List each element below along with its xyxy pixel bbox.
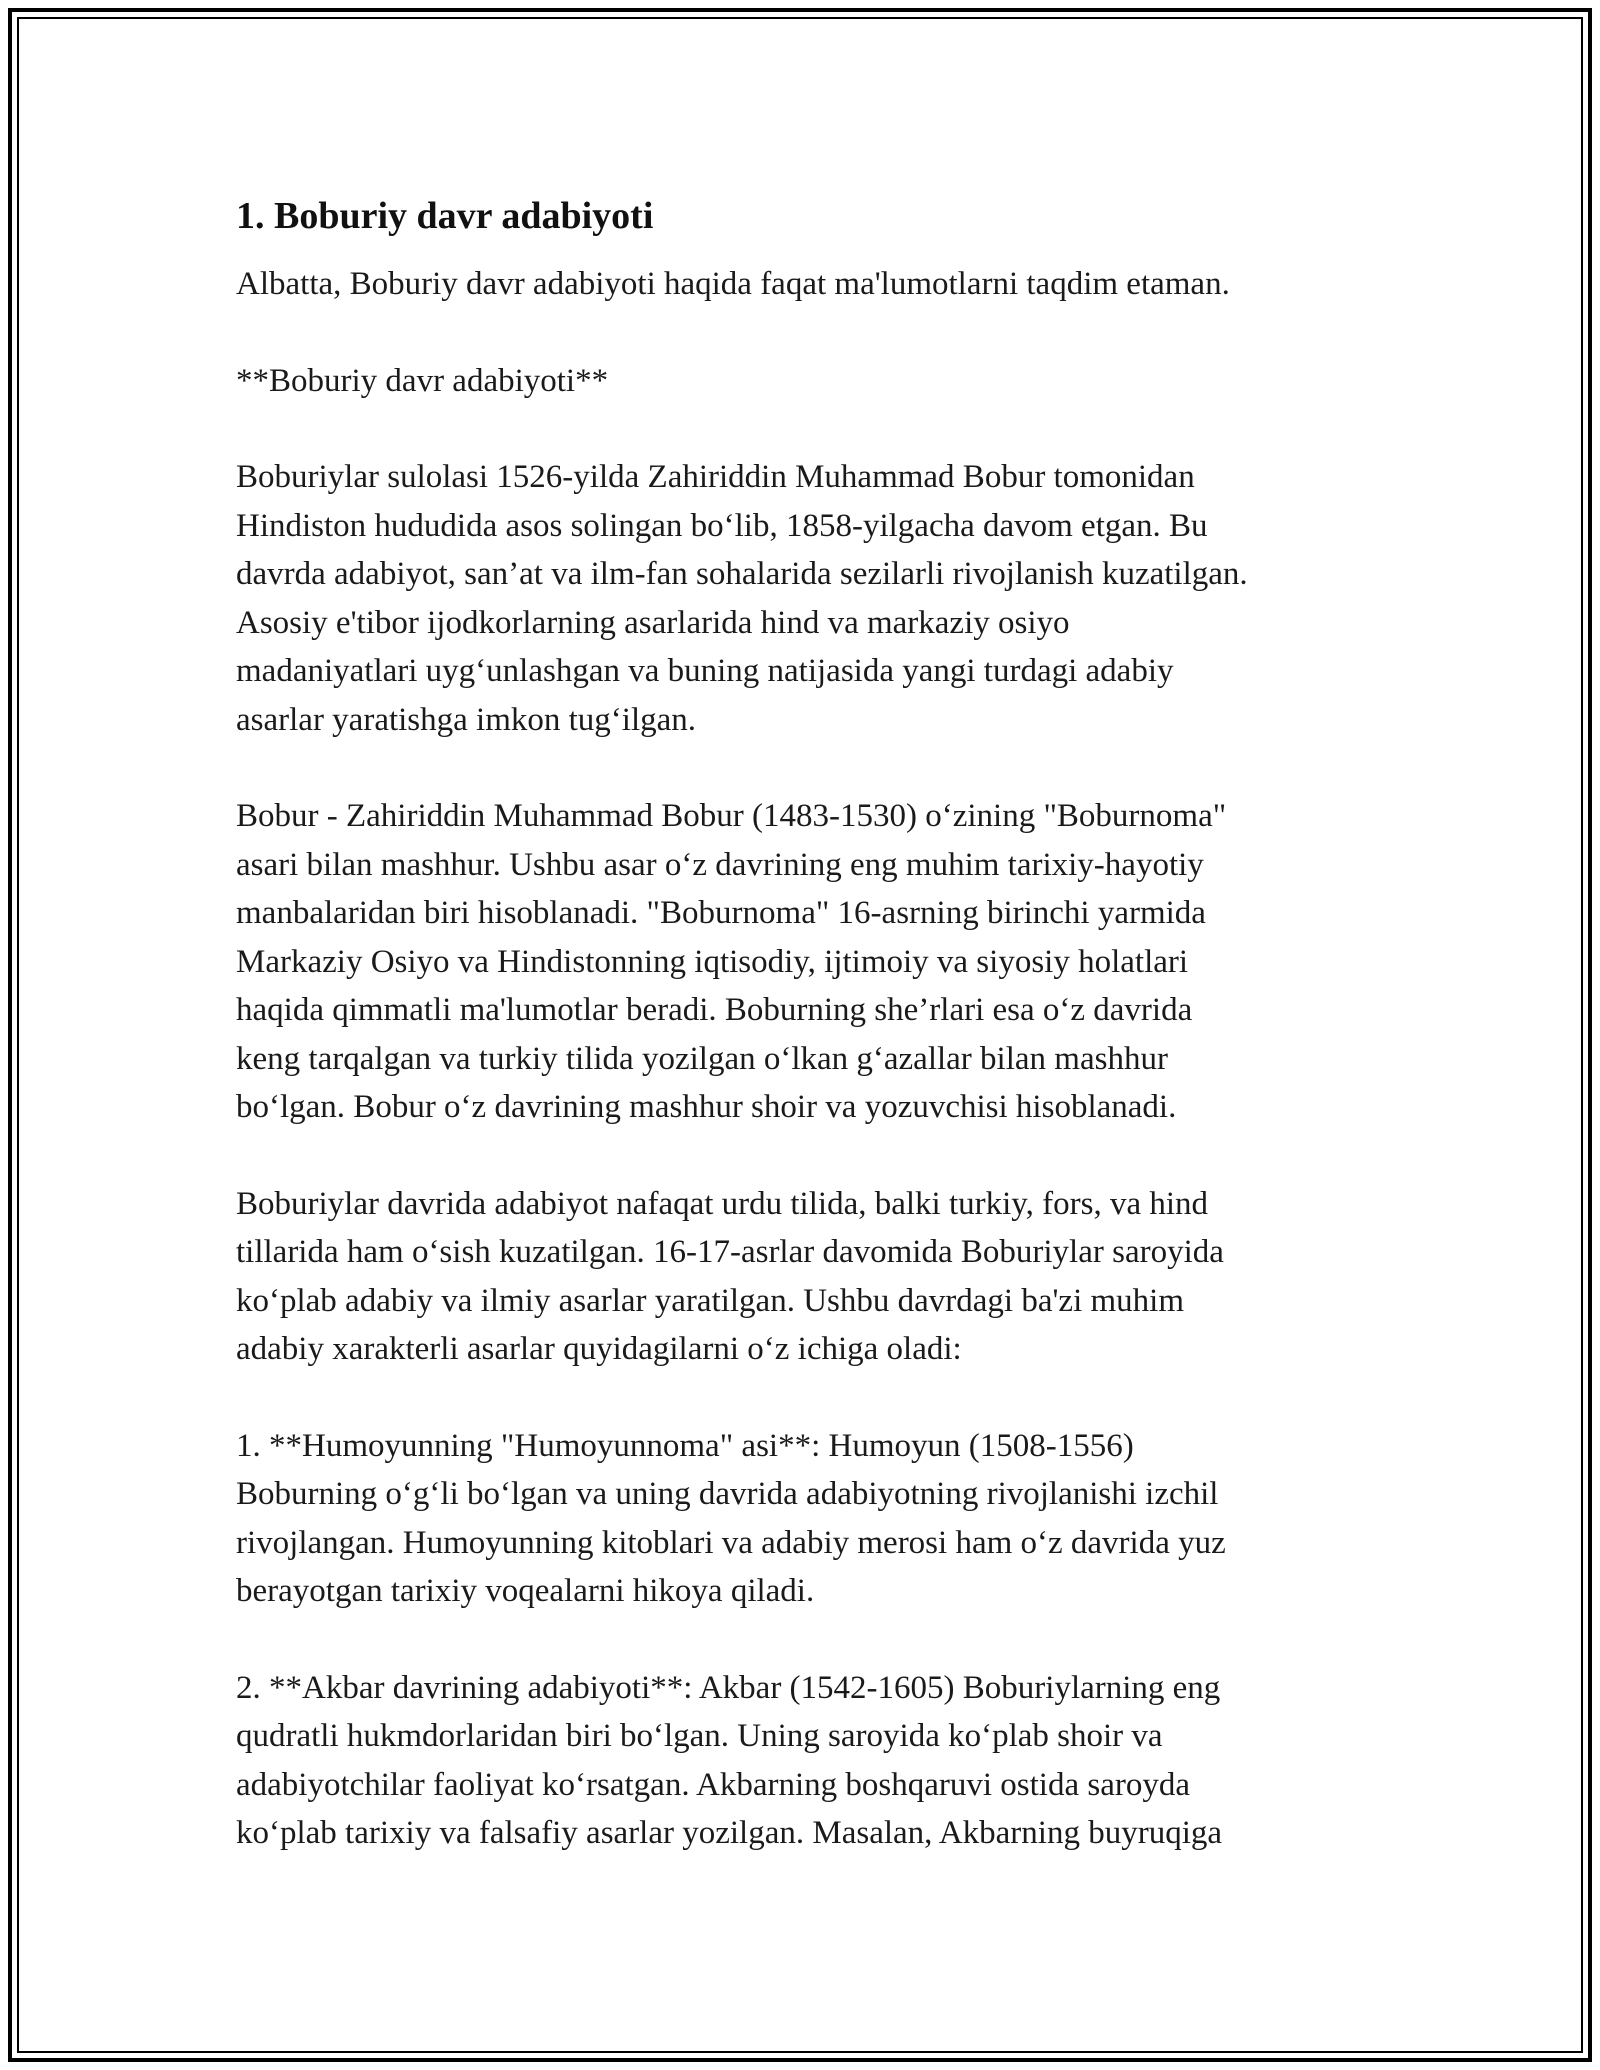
text-line: Bobur - Zahiriddin Muhammad Bobur (1483-1530) o‘zining "Boburnoma" (236, 798, 1227, 834)
text-line: rivojlangan. Humoyunning kitoblari va adabiy merosi ham o‘z davrida yuz (236, 1524, 1226, 1561)
text-line: **Boburiy davr adabiyoti** (236, 362, 609, 399)
text-line: adabiy xarakterli asarlar quyidagilarni o‘z ichiga oladi: (236, 1331, 962, 1367)
text-line: asari bilan mashhur. Ushbu asar o‘z davrining eng muhim tarixiy-hayotiy (236, 846, 1204, 883)
text-line: davrda adabiyot, san’at va ilm-fan sohalarida sezilarli rivojlanish kuzatilgan. (236, 556, 1248, 592)
text-line: asarlar yaratishga imkon tug‘ilgan. (236, 701, 697, 738)
text-line: 1. **Humoyunning "Humoyunnoma" asi**: Humoyun (1508-1556) (236, 1427, 1134, 1464)
text-line: Hindiston hududida asos solingan bo‘lib, 1858-yilgacha davom etgan. Bu (236, 507, 1208, 544)
text-line: ko‘plab adabiy va ilmiy asarlar yaratilgan. Ushbu davrdagi ba'zi muhim (236, 1282, 1184, 1319)
document-title: 1. Boburiy davr adabiyoti (236, 195, 654, 237)
akbar-paragraph (236, 1664, 1376, 1858)
text-line: manbalaridan biri hisoblanadi. "Boburnoma" 16-asrning birinchi yarmida (236, 895, 1206, 931)
section-heading-paragraph (236, 357, 1376, 406)
text-line: bo‘lgan. Bobur o‘z davrining mashhur shoir va yozuvchisi hisoblanadi. (236, 1089, 1177, 1125)
text-line: Boburiylar davrida adabiyot nafaqat urdu tilida, balki turkiy, fors, va hind (236, 1185, 1209, 1222)
text-line: ko‘plab tarixiy va falsafiy asarlar yozilgan. Masalan, Akbarning buyruqiga (236, 1815, 1223, 1851)
document-body (236, 182, 1376, 1906)
humoyun-paragraph (236, 1422, 1376, 1616)
text-line: madaniyatlari uyg‘unlashgan va buning natijasida yangi turdagi adabiy (236, 653, 1174, 689)
text-line: qudratli hukmdorlaridan biri bo‘lgan. Uning saroyida ko‘plab shoir va (236, 1718, 1163, 1754)
bobur-paragraph (236, 792, 1376, 1132)
text-line: Asosiy e'tibor ijodkorlarning asarlarida hind va markaziy osiyo (236, 604, 1070, 641)
text-line: haqida qimmatli ma'lumotlar beradi. Boburning she’rlari esa o‘z davrida (236, 992, 1193, 1028)
text-line: Boburiylar sulolasi 1526-yilda Zahiriddin Muhammad Bobur tomonidan (236, 459, 1195, 495)
text-line: tillarida ham o‘sish kuzatilgan. 16-17-asrlar davomida Boburiylar saroyida (236, 1234, 1224, 1270)
text-line: Albatta, Boburiy davr adabiyoti haqida faqat ma'lumotlarni taqdim etaman. (236, 266, 1230, 302)
text-line: berayotgan tarixiy voqealarni hikoya qiladi. (236, 1573, 815, 1609)
text-line: keng tarqalgan va turkiy tilida yozilgan o‘lkan g‘azallar bilan mashhur (236, 1040, 1168, 1077)
dynasty-paragraph (236, 453, 1376, 744)
text-line: adabiyotchilar faoliyat ko‘rsatgan. Akbarning boshqaruvi ostida saroyda (236, 1766, 1190, 1803)
intro-paragraph (236, 260, 1376, 309)
languages-paragraph (236, 1180, 1376, 1374)
text-line: Markaziy Osiyo va Hindistonning iqtisodiy, ijtimoiy va siyosiy holatlari (236, 943, 1189, 980)
text-line: Boburning o‘g‘li bo‘lgan va uning davrida adabiyotning rivojlanishi izchil (236, 1476, 1219, 1512)
text-line: 2. **Akbar davrining adabiyoti**: Akbar (1542-1605) Boburiylarning eng (236, 1669, 1221, 1706)
